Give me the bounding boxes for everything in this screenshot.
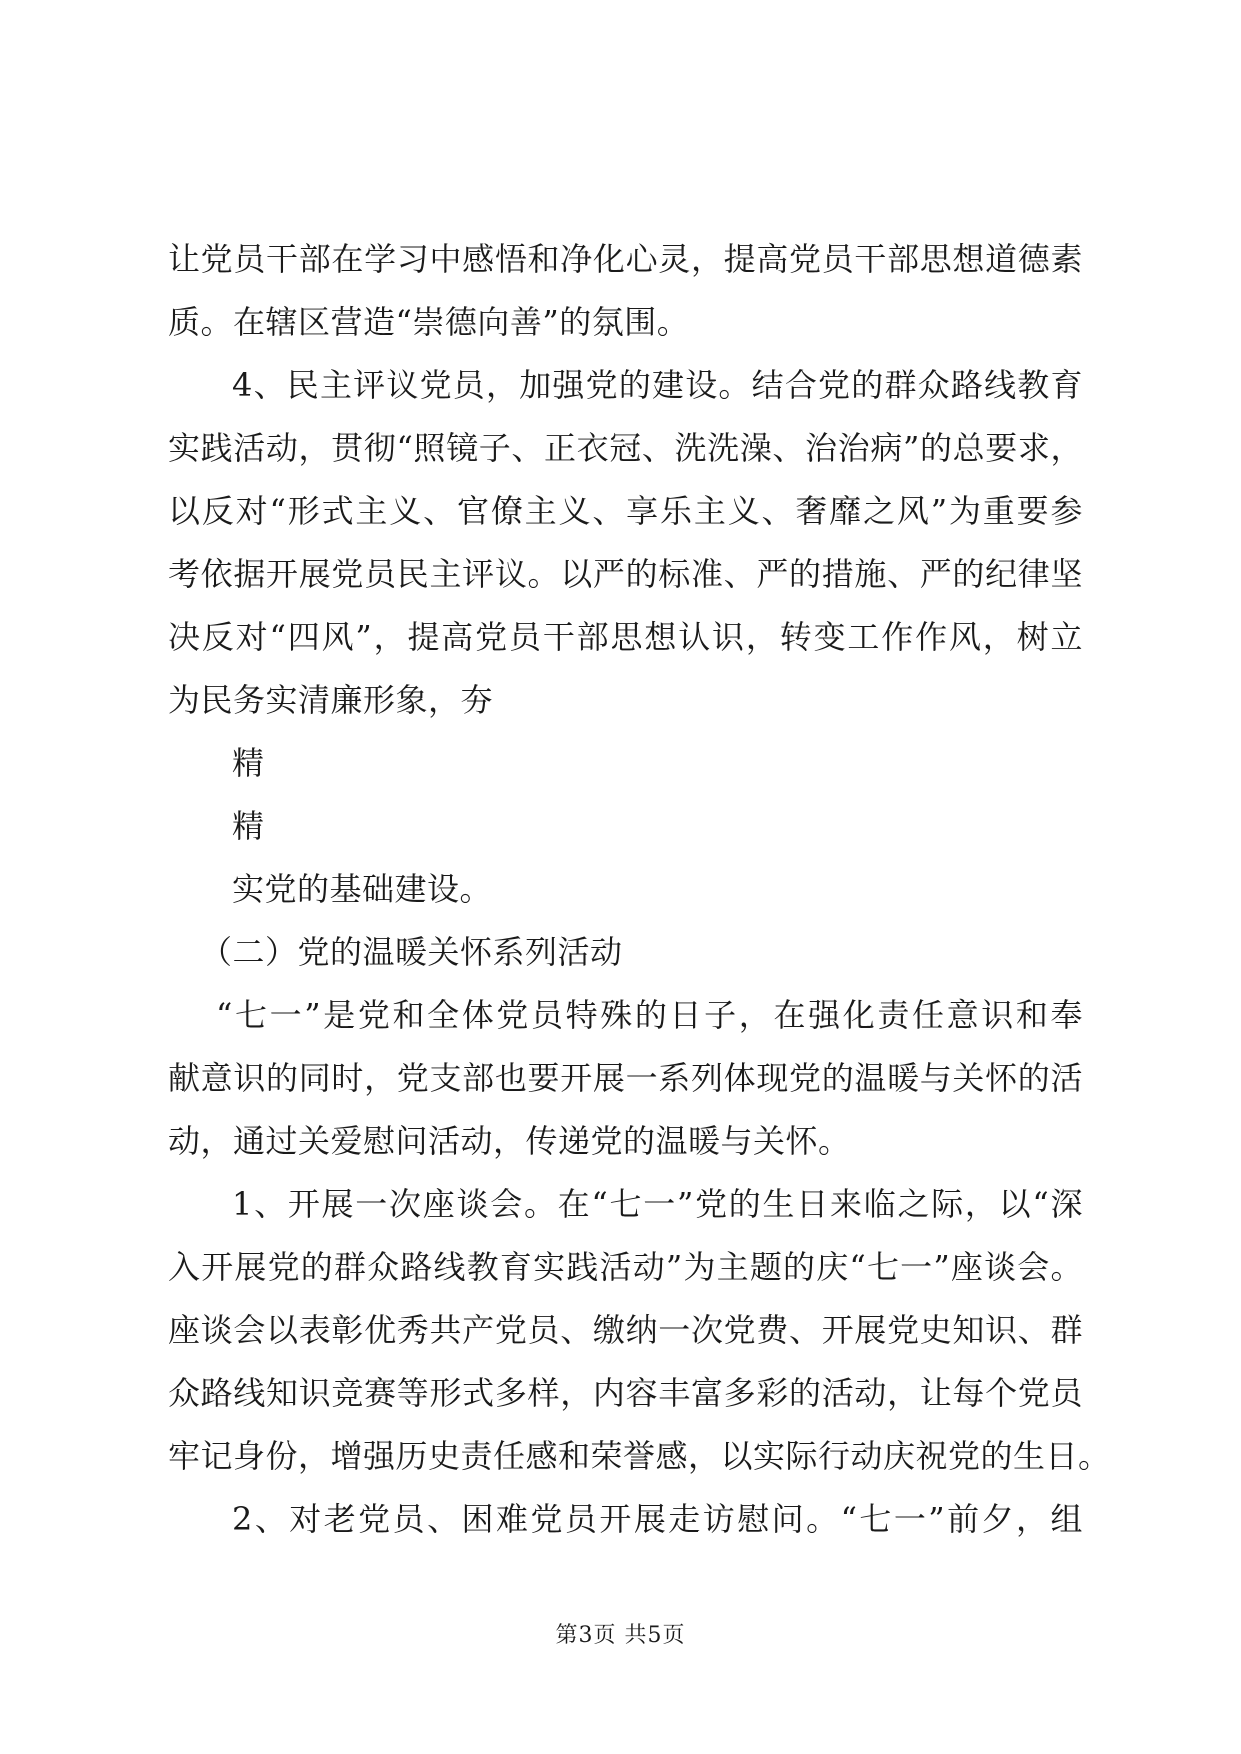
text-line: 献意识的同时，党支部也要开展一系列体现党的温暖与关怀的活 [168, 1059, 1083, 1097]
text-line: 众路线知识竞赛等形式多样，内容丰富多彩的活动，让每个党员 [168, 1374, 1083, 1412]
text-line: 精 [232, 807, 265, 845]
text-line: 精 [232, 744, 265, 782]
text-line: 4、民主评议党员，加强党的建设。结合党的群众路线教育 [232, 366, 1083, 404]
text-line: 决反对“四风”，提高党员干部思想认识，转变工作作风，树立 [168, 618, 1083, 656]
text-line: 质。在辖区营造“崇德向善”的氛围。 [168, 303, 690, 341]
text-line: 1、开展一次座谈会。在“七一”党的生日来临之际，以“深 [232, 1185, 1083, 1223]
text-line: 考依据开展党员民主评议。以严的标准、严的措施、严的纪律坚 [168, 555, 1083, 593]
text-line: 牢记身份，增强历史责任感和荣誉感，以实际行动庆祝党的生日。 [168, 1437, 1111, 1475]
text-line: 入开展党的群众路线教育实践活动”为主题的庆“七一”座谈会。 [168, 1248, 1083, 1286]
page-number-footer: 第3页 共5页 [555, 1623, 686, 1648]
text-line: “七一”是党和全体党员特殊的日子，在强化责任意识和奉 [216, 996, 1083, 1034]
text-line: 实党的基础建设。 [232, 870, 493, 908]
text-line: 动，通过关爱慰问活动，传递党的温暖与关怀。 [168, 1122, 851, 1160]
text-line: 让党员干部在学习中感悟和净化心灵，提高党员干部思想道德素 [168, 240, 1083, 278]
text-line: 实践活动，贯彻“照镜子、正衣冠、洗洗澡、治治病”的总要求， [168, 429, 1083, 467]
text-line: 2、对老党员、困难党员开展走访慰问。“七一”前夕，组 [232, 1500, 1083, 1538]
section-heading: （二）党的温暖关怀系列活动 [200, 933, 623, 971]
text-line: 座谈会以表彰优秀共产党员、缴纳一次党费、开展党史知识、群 [168, 1311, 1083, 1349]
text-line: 为民务实清廉形象，夯 [168, 681, 494, 719]
text-line: 以反对“形式主义、官僚主义、享乐主义、奢靡之风”为重要参 [168, 492, 1083, 530]
